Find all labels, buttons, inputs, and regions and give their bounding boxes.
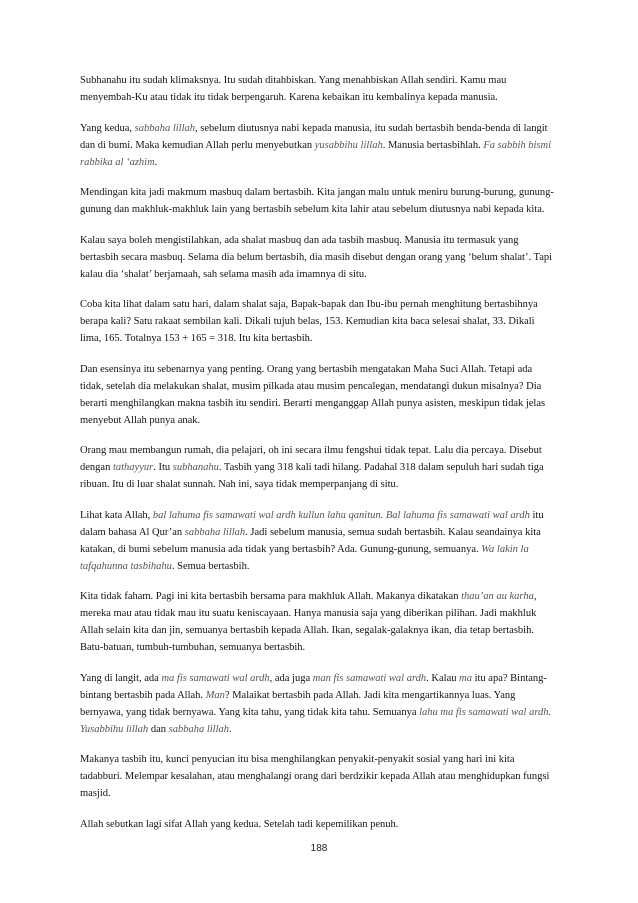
text-run: Dan esensinya itu sebenarnya yang penting. Orang yang bertasbih mengatakan Maha Suci Allah. Tetapi ada tidak, setelah dia melakukan shalat, musim pilkada atau musim pencalegan, mendatangi dukun misalnya? Dia berarti menghilangkan makna tasbih itu sendiri. Berarti menganggap Allah punya asisten, meskipun tidak jelas menyebut Allah punya anak. bbox=[80, 363, 546, 426]
italic-term: Fa sabbih bismi rabbika al ‘azhim bbox=[80, 139, 551, 168]
italic-term: ma bbox=[459, 672, 472, 684]
text-run: Coba kita lihat dalam satu hari, dalam shalat saja, Bapak-bapak dan Ibu-ibu pernah menghitung bertasbihnya berapa kali? Satu rakaat sembilan kali. Dikali tujuh belas, 153. Kemudian kita baca selesai shalat, 33. Dikali lima, 165. Totalnya 153 + 165 = 318. Itu kita bertasbih. bbox=[80, 299, 538, 344]
page-number: 188 bbox=[310, 843, 328, 854]
paragraph bbox=[80, 361, 558, 429]
text-run: Allah sebutkan lagi sifat Allah yang kedua. Setelah tadi kepemilikan penuh. bbox=[80, 818, 399, 830]
text-run: . Kalau bbox=[426, 672, 460, 684]
text-run: Kita tidak faham. Pagi ini kita bertasbih bersama para makhluk Allah. Makanya dikatakan bbox=[80, 591, 462, 602]
paragraph bbox=[80, 296, 558, 347]
text-run: Mendingan kita jadi makmum masbuq dalam bertasbih. Kita jangan malu untuk meniru burung-burung, gunung-gunung dan makhluk-makhluk lain yang bertasbih sebelum kita lahir atau sebelum diutusnya nabi kepada kita. bbox=[80, 187, 554, 215]
text-run: . bbox=[229, 723, 232, 735]
paragraph bbox=[80, 816, 558, 833]
text-run: itu apa? Bintang-bintang bertasbih pada Allah. bbox=[80, 672, 547, 701]
paragraph bbox=[80, 442, 558, 493]
text-run: . Jadi sebelum manusia, semua sudah bertasbih. Kalau seandainya kita katakan, di bumi sebelum manusia ada tidak yang bertasbih? Ada. Gunung-gunung, semuanya. bbox=[80, 526, 541, 555]
italic-term: subhanahu bbox=[172, 462, 219, 473]
text-run: . bbox=[154, 156, 158, 168]
text-run: . Manusia bertasbihlah. bbox=[382, 139, 484, 151]
text-run: , ada juga bbox=[269, 672, 313, 684]
text-run: Subhanahu itu sudah klimaksnya. Itu sudah ditahbiskan. Yang menahbiskan Allah sendiri. Kamu mau menyembah-Ku atau tidak itu tidak berpengaruh. Karena kebaikan itu kembalinya kepada manusia. bbox=[80, 75, 507, 103]
body-text bbox=[80, 72, 558, 846]
text-run: ? Malaikat bertasbih pada Allah. Jadi kita mengartikannya luas. Yang bernyawa, yang tidak bernyawa. Yang kita tahu, yang tidak kita tahu. Semuanya bbox=[80, 689, 516, 718]
text-run: . Itu bbox=[153, 462, 173, 473]
paragraph bbox=[80, 751, 558, 802]
text-run: Makanya tasbih itu, kunci penyucian itu bisa menghilangkan penyakit-penyakit sosial yang hari ini kita tadabburi. Melempar kesalahan, atau menghalangi orang dari berdzikir kepada Allah atau menghidupkan fungsi masjid. bbox=[80, 754, 550, 799]
italic-term: sabbaha lillah bbox=[184, 526, 246, 538]
italic-term: bal lahuma fis samawati wal ardh kullun lahu qanitun. Bal lahuma fis samawati wal ardh bbox=[152, 509, 530, 521]
paragraph bbox=[80, 184, 558, 218]
text-run: . Semua bertasbih. bbox=[171, 560, 250, 572]
text-run: dan bbox=[148, 723, 169, 735]
italic-term: Man bbox=[205, 689, 225, 701]
paragraph bbox=[80, 72, 558, 106]
italic-term: lahu ma fis samawati wal ardh. Yusabbihu lillah bbox=[80, 706, 552, 735]
paragraph bbox=[80, 588, 558, 656]
italic-term: sabbaha lillah bbox=[168, 723, 229, 735]
text-run: Lihat kata Allah, bbox=[80, 509, 153, 521]
italic-term: Wa lakin la tafqahunna tasbihahu bbox=[80, 543, 529, 572]
italic-term: sabbaha lillah bbox=[134, 122, 196, 134]
italic-term: thau’an au karha bbox=[461, 591, 534, 602]
text-run: itu dalam bahasa Al Qur’an bbox=[80, 509, 544, 538]
text-run: Kalau saya boleh mengistilahkan, ada shalat masbuq dan ada tasbih masbuq. Manusia itu termasuk yang bertasbih secara masbuq. Selama dia belum bertasbih, dia masih disebut dengan orang yang ‘belum shalat’. Tapi kalau dia ‘shalat’ berjamaah, sah selama masih ada imamnya di situ. bbox=[80, 234, 553, 280]
italic-term: yusabbihu lillah bbox=[314, 139, 383, 151]
text-run: Yang di langit, ada bbox=[80, 672, 162, 684]
paragraph bbox=[80, 507, 558, 575]
text-run: Orang mau membangun rumah, dia pelajari, oh ini secara ilmu fengshui tidak tepat. Lalu dia percaya. Disebut dengan bbox=[80, 445, 542, 473]
text-run: , mereka mau atau tidak mau itu suatu keniscayaan. Hanya manusia saja yang diberikan pilihan. Jadi makhluk Allah selain kita dan jin, semuanya bertasbih kepada Allah. Ikan, segalak-galaknya ikan, dia tetap bertasbih. Batu-batuan, tumbuh-tumbuhan, semuanya bertasbih. bbox=[80, 591, 537, 653]
italic-term: tathayyur bbox=[112, 462, 154, 473]
italic-term: ma fis samawati wal ardh bbox=[161, 672, 270, 684]
paragraph bbox=[80, 670, 558, 738]
text-run: Yang kedua, bbox=[80, 122, 135, 134]
text-run: , sebelum diutusnya nabi kepada manusia, itu sudah bertasbih benda-benda di langit dan di bumi. Maka kemudian Allah perlu menyebutkan bbox=[80, 122, 548, 151]
paragraph bbox=[80, 120, 558, 171]
italic-term: man fis samawati wal ardh bbox=[312, 672, 427, 684]
paragraph bbox=[80, 232, 558, 283]
text-run: . Tasbih yang 318 kali tadi hilang. Padahal 318 dalam sepuluh hari sudah tiga ribuan. Itu di luar shalat sunnah. Nah ini, saya tidak memperpanjang di situ. bbox=[80, 462, 544, 490]
